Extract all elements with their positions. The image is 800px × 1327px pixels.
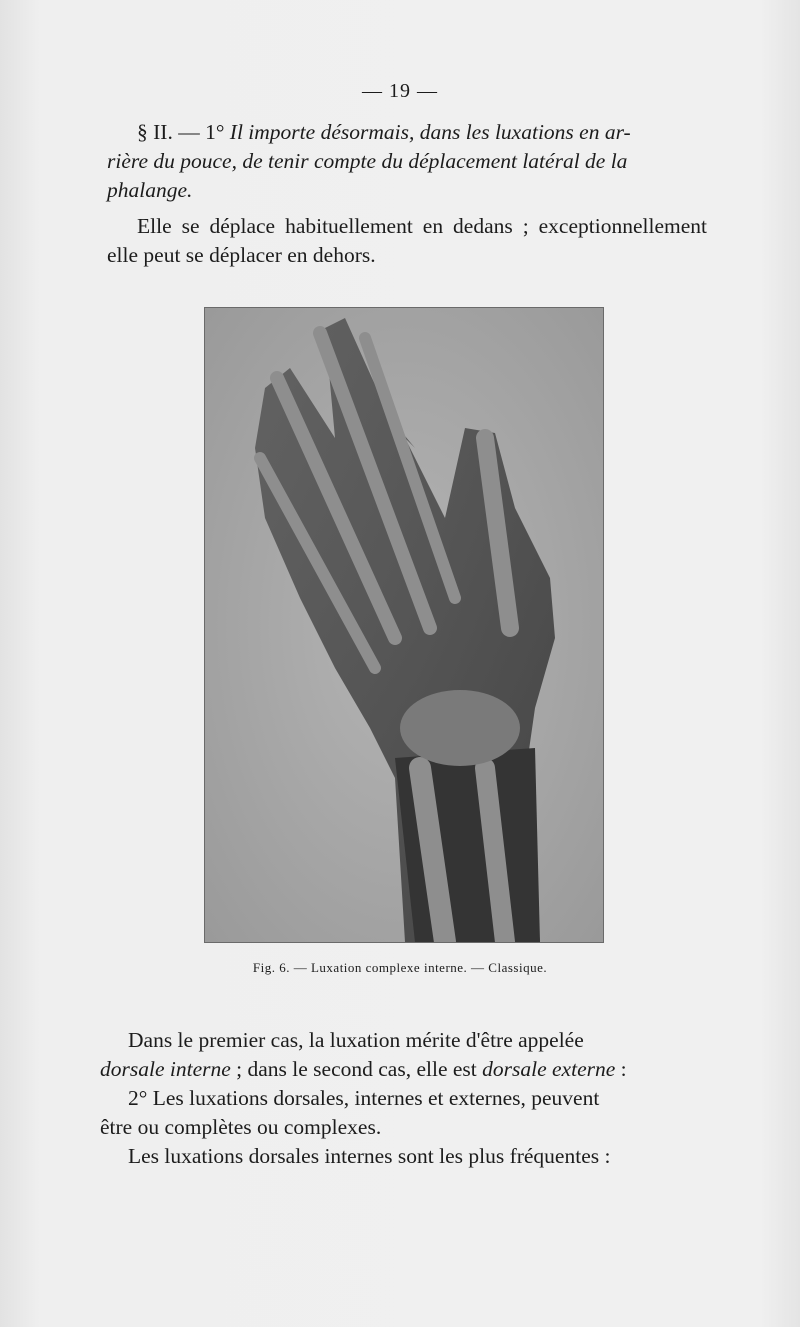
para3-line-3: 2° Les luxations dorsales, internes et externes, peuvent bbox=[128, 1086, 600, 1110]
para1-line-2 bbox=[107, 147, 707, 176]
figure-caption: Fig. 6. — Luxation complexe interne. — Classique. bbox=[252, 960, 548, 975]
para1-line-1 bbox=[107, 118, 707, 147]
para3-line-2 bbox=[100, 1055, 700, 1084]
para3-line-5: Les luxations dorsales internes sont les plus fréquentes : bbox=[128, 1144, 611, 1168]
italic-text-3: phalange. bbox=[107, 178, 193, 202]
section-label: § II. — 1° bbox=[137, 120, 225, 144]
italic-text-2: rière du pouce, de tenir compte du déplacement latéral de la bbox=[107, 149, 628, 173]
paragraph-section-ii bbox=[107, 118, 707, 205]
paragraph-classification bbox=[100, 1026, 700, 1171]
para1-line-3 bbox=[107, 176, 707, 205]
para3-line-2-end: : bbox=[615, 1057, 627, 1081]
para3-line-1: Dans le premier cas, la luxation mérite d'être appelée bbox=[128, 1028, 584, 1052]
term-dorsale-interne: dorsale interne bbox=[100, 1057, 231, 1081]
page-number: — 19 — bbox=[362, 80, 438, 102]
italic-text-1: Il importe désormais, dans les luxations en ar- bbox=[229, 120, 631, 144]
carpal-bones bbox=[400, 690, 520, 766]
xray-figure bbox=[204, 307, 604, 943]
para3-line-2-mid: ; dans le second cas, elle est bbox=[230, 1057, 483, 1081]
para3-line-4: être ou complètes ou complexes. bbox=[100, 1115, 382, 1139]
term-dorsale-externe: dorsale externe bbox=[482, 1057, 616, 1081]
paragraph-displacement: Elle se déplace habituellement en dedans ; exceptionnellement elle peut se déplacer en dehors. bbox=[107, 214, 707, 267]
xray-hand-image bbox=[205, 308, 603, 942]
